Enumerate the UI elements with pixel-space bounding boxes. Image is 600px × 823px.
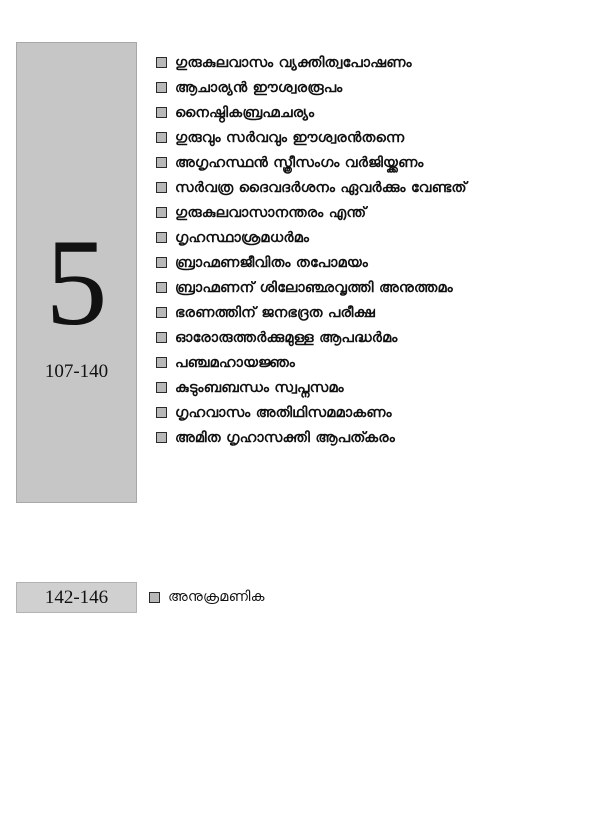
toc-item-label: ഗൃഹസ്ഥാശ്രമധർമം xyxy=(175,229,310,246)
toc-item-label: പഞ്ചമഹായജ്ഞം xyxy=(175,354,295,371)
toc-item[interactable] xyxy=(156,200,467,225)
toc-item[interactable] xyxy=(156,150,467,175)
toc-item-label: ഓരോരുത്തർക്കുമുള്ള ആപദ്ധർമം xyxy=(175,329,398,346)
toc-item-label: ബ്രാഹ്മണന് ശിലോഞ്ഛവൃത്തി അനുത്തമം xyxy=(175,279,453,296)
toc-item[interactable] xyxy=(156,175,467,200)
index-label: അനുക്രമണിക xyxy=(168,589,265,605)
toc-item-label: സർവത്ര ദൈവദർശനം ഏവർക്കും വേണ്ടത് xyxy=(175,179,467,196)
toc-item-label: അഗൃഹസ്ഥൻ സ്ത്രീസംഗം വർജിയ്ക്കണം xyxy=(175,154,424,171)
toc-item[interactable] xyxy=(156,350,467,375)
square-bullet-icon xyxy=(156,332,167,343)
toc-item[interactable] xyxy=(156,425,467,450)
toc-item-label: അമിത ഗൃഹാസക്തി ആപത്കരം xyxy=(175,429,395,446)
square-bullet-icon xyxy=(156,232,167,243)
toc-item-label: ബ്രാഹ്മണജീവിതം തപോമയം xyxy=(175,254,368,271)
square-bullet-icon xyxy=(156,57,167,68)
toc-item-label: കുടുംബബന്ധം സ്വപ്നസമം xyxy=(175,379,344,396)
toc-item-label: ആചാര്യൻ ഈശ്വരരൂപം xyxy=(175,79,343,96)
toc-item[interactable] xyxy=(156,225,467,250)
toc-item-label: ഗൃഹവാസം അതിഥിസമമാകണം xyxy=(175,404,392,421)
square-bullet-icon xyxy=(156,82,167,93)
square-bullet-icon xyxy=(156,282,167,293)
square-bullet-icon xyxy=(156,132,167,143)
square-bullet-icon xyxy=(156,257,167,268)
toc-item-label: നൈഷ്ഠികബ്രഹ്മചര്യം xyxy=(175,104,315,121)
chapter-panel xyxy=(16,42,137,503)
square-bullet-icon xyxy=(156,182,167,193)
toc-item[interactable] xyxy=(156,75,467,100)
toc-item-label: ഗുരുവും സർവവും ഈശ്വരൻതന്നെ xyxy=(175,129,405,146)
toc-item[interactable] xyxy=(156,375,467,400)
square-bullet-icon xyxy=(156,307,167,318)
square-bullet-icon xyxy=(156,407,167,418)
toc-list xyxy=(156,50,467,450)
chapter-page-range: 107-140 xyxy=(44,361,109,382)
square-bullet-icon xyxy=(156,207,167,218)
square-bullet-icon xyxy=(156,382,167,393)
toc-item[interactable] xyxy=(156,250,467,275)
square-bullet-icon xyxy=(156,157,167,168)
toc-item-label: ഗുരുകുലവാസം വ്യക്തിത്വപോഷണം xyxy=(175,54,412,71)
square-bullet-icon xyxy=(156,107,167,118)
toc-item-label: ഗുരുകുലവാസാനന്തരം എന്ത് xyxy=(175,204,367,221)
toc-item-label: ഭരണത്തിന് ജനഭദ്രത പരീക്ഷ xyxy=(175,304,375,321)
index-page-range: 142-146 xyxy=(16,582,137,613)
square-bullet-icon xyxy=(149,592,160,603)
toc-item[interactable] xyxy=(156,300,467,325)
index-entry[interactable] xyxy=(149,589,265,605)
toc-item[interactable] xyxy=(156,275,467,300)
toc-item[interactable] xyxy=(156,100,467,125)
square-bullet-icon xyxy=(156,432,167,443)
chapter-number: 5 xyxy=(45,214,108,351)
toc-item[interactable] xyxy=(156,325,467,350)
toc-item[interactable] xyxy=(156,400,467,425)
toc-item[interactable] xyxy=(156,125,467,150)
square-bullet-icon xyxy=(156,357,167,368)
toc-item[interactable] xyxy=(156,50,467,75)
